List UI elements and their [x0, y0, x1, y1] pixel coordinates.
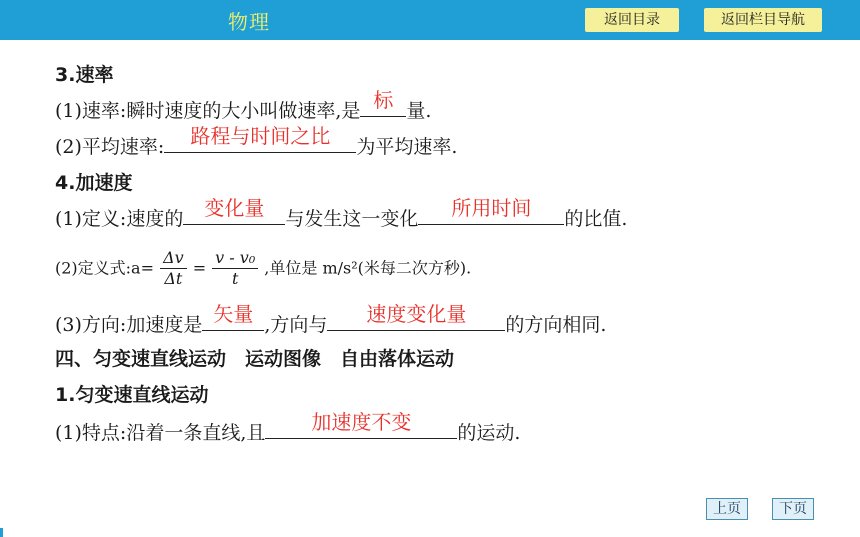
text: (1)速率:瞬时速度的大小叫做速率,是 — [55, 100, 361, 122]
text: 的方向相同. — [505, 314, 607, 336]
fraction-dv-dt — [160, 248, 187, 289]
answer-text: 速度变化量 — [366, 302, 467, 326]
text: (2)定义式:a= — [55, 258, 155, 278]
header-bar — [0, 0, 860, 40]
line-acceleration-formula — [55, 248, 471, 289]
text: ,方向与 — [264, 314, 328, 336]
back-to-contents-button[interactable]: 返回目录 — [585, 8, 679, 32]
heading-section-four: 四、匀变速直线运动 运动图像 自由落体运动 — [55, 348, 455, 370]
text: 的运动. — [457, 422, 521, 444]
answer-blank — [327, 302, 505, 331]
answer-blank — [265, 410, 457, 439]
text: (3)方向:加速度是 — [55, 314, 203, 336]
previous-page-button[interactable]: 上页 — [706, 498, 748, 520]
text: ,单位是 m/s²(米每二次方秒). — [264, 258, 472, 278]
answer-blank — [418, 196, 564, 225]
numerator: v - v₀ — [212, 248, 258, 269]
answer-blank — [202, 302, 264, 331]
answer-text: 所用时间 — [451, 196, 532, 220]
heading-speed-rate: 3.速率 — [55, 64, 114, 86]
denominator: t — [231, 269, 239, 288]
numerator: Δv — [160, 248, 187, 269]
line-speed-definition — [55, 88, 432, 123]
corner-accent — [0, 528, 3, 537]
denominator: Δt — [164, 269, 183, 288]
line-acceleration-direction — [55, 302, 607, 337]
text: (2)平均速率: — [55, 136, 165, 158]
answer-blank — [183, 196, 285, 225]
back-to-section-nav-button[interactable]: 返回栏目导航 — [704, 8, 822, 32]
answer-text: 矢量 — [213, 302, 254, 326]
text: 量. — [406, 100, 432, 122]
fraction-v-v0-t — [212, 248, 258, 289]
answer-text: 加速度不变 — [311, 410, 412, 434]
subject-title: 物理 — [228, 10, 270, 34]
line-acceleration-definition — [55, 196, 628, 231]
answer-blank — [360, 88, 406, 117]
equals-sign: = — [192, 258, 207, 278]
answer-text: 路程与时间之比 — [190, 124, 331, 148]
answer-text: 变化量 — [204, 196, 265, 220]
next-page-button[interactable]: 下页 — [772, 498, 814, 520]
text: (1)特点:沿着一条直线,且 — [55, 422, 266, 444]
text: (1)定义:速度的 — [55, 208, 184, 230]
heading-acceleration: 4.加速度 — [55, 172, 133, 194]
line-uniform-acceleration-feature — [55, 410, 521, 445]
text: 为平均速率. — [356, 136, 458, 158]
text: 与发生这一变化 — [285, 208, 419, 230]
heading-uniform-acceleration: 1.匀变速直线运动 — [55, 384, 209, 406]
answer-blank — [164, 124, 356, 153]
line-average-speed — [55, 124, 458, 159]
text: 的比值. — [564, 208, 628, 230]
answer-text: 标 — [373, 88, 394, 112]
